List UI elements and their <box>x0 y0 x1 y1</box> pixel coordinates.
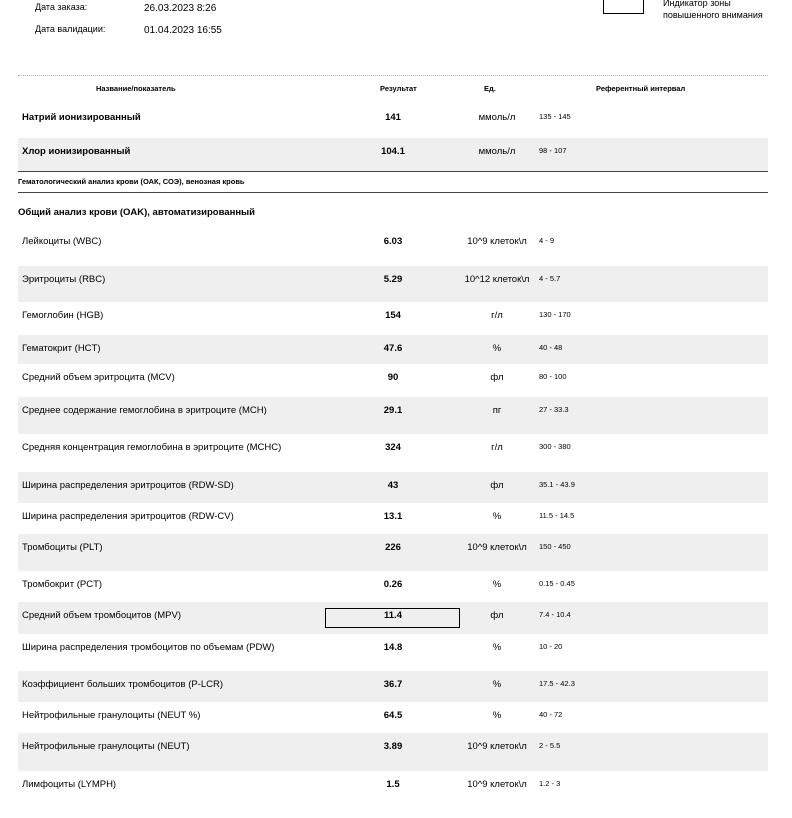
table-row <box>18 228 768 266</box>
test-unit: г/л <box>491 442 503 453</box>
table-row <box>18 771 768 811</box>
validation-date-label: Дата валидации: <box>35 24 106 34</box>
test-unit: % <box>492 679 502 690</box>
test-result: 13.1 <box>383 511 403 522</box>
test-reference-range: 130 - 170 <box>539 310 571 319</box>
test-name: Тромбоциты (PLT) <box>22 542 103 553</box>
test-reference-range: 1.2 - 3 <box>539 779 561 788</box>
test-reference-range: 7.4 - 10.4 <box>539 610 571 619</box>
test-result: 6.03 <box>383 236 403 247</box>
table-header <box>18 84 768 98</box>
attention-indicator-legend <box>663 0 783 21</box>
test-result: 64.5 <box>383 710 403 721</box>
test-name: Эритроциты (RBC) <box>22 274 106 285</box>
test-unit: ммоль/л <box>478 146 516 157</box>
section-divider <box>18 171 768 172</box>
table-row <box>18 534 768 571</box>
attention-highlight-box <box>325 608 460 628</box>
test-unit: % <box>492 343 502 354</box>
table-row <box>18 472 768 503</box>
test-result: 154 <box>385 310 401 321</box>
test-unit: % <box>492 511 502 522</box>
subsection-title: Общий анализ крови (OAK), автоматизированный <box>18 207 256 218</box>
test-reference-range: 80 - 100 <box>539 372 567 381</box>
test-name: Коэффициент больших тромбоцитов (P-LCR) <box>22 679 224 690</box>
test-result: 29.1 <box>383 405 403 416</box>
test-unit: пг <box>492 405 502 416</box>
test-name: Ширина распределения эритроцитов (RDW-CV) <box>22 511 234 522</box>
test-name: Средний объем тромбоцитов (MPV) <box>22 610 182 621</box>
test-unit: % <box>492 710 502 721</box>
table-row <box>18 671 768 702</box>
test-name: Лейкоциты (WBC) <box>22 236 102 247</box>
header-ref: Референтный интервал <box>596 84 686 93</box>
table-row <box>18 397 768 434</box>
test-reference-range: 40 - 48 <box>539 343 563 352</box>
test-result: 11.4 <box>384 610 402 621</box>
test-reference-range: 4 - 5.7 <box>539 274 561 283</box>
test-name: Гематокрит (HCT) <box>22 343 101 354</box>
test-name: Средний объем эритроцита (MCV) <box>22 372 175 383</box>
table-row <box>18 302 768 335</box>
header-divider <box>18 75 768 76</box>
test-reference-range: 300 - 380 <box>539 442 571 451</box>
test-result: 3.89 <box>383 741 403 752</box>
header-unit: Ед. <box>484 84 496 93</box>
indicator-line-1: Индикатор зоны <box>663 0 731 8</box>
order-date-label: Дата заказа: <box>35 2 88 12</box>
test-result: 14.8 <box>383 642 403 653</box>
test-reference-range: 2 - 5.5 <box>539 741 561 750</box>
test-unit: 10^12 клеток\л <box>464 274 530 285</box>
table-row <box>18 266 768 302</box>
test-result: 90 <box>387 372 399 383</box>
test-result: 104.1 <box>381 146 405 157</box>
test-reference-range: 150 - 450 <box>539 542 571 551</box>
section-title: Гематологический анализ крови (ОАК, СОЭ), венозная кровь <box>18 177 245 186</box>
test-name: Натрий ионизированный <box>22 112 141 123</box>
test-unit: фл <box>490 372 504 383</box>
test-reference-range: 40 - 72 <box>539 710 563 719</box>
test-reference-range: 98 - 107 <box>539 146 567 155</box>
test-unit: 10^9 клеток\л <box>467 542 527 553</box>
test-reference-range: 0.15 - 0.45 <box>539 579 575 588</box>
test-result: 43 <box>387 480 399 491</box>
test-reference-range: 135 - 145 <box>539 112 571 121</box>
test-unit: % <box>492 642 502 653</box>
test-name: Среднее содержание гемоглобина в эритроците (MCH) <box>22 405 267 416</box>
table-row <box>18 733 768 771</box>
table-row <box>18 571 768 602</box>
test-reference-range: 4 - 9 <box>539 236 555 245</box>
test-unit: ммоль/л <box>478 112 516 123</box>
test-result: 47.6 <box>383 343 403 354</box>
test-result: 226 <box>385 542 401 553</box>
validation-date-value: 01.04.2023 16:55 <box>144 25 222 36</box>
table-row <box>18 138 768 171</box>
test-result: 5.29 <box>383 274 403 285</box>
test-name: Лимфоциты (LYMPH) <box>22 779 117 790</box>
test-unit: 10^9 клеток\л <box>467 741 527 752</box>
order-date-value: 26.03.2023 8:26 <box>144 3 217 14</box>
test-name: Нейтрофильные гранулоциты (NEUT) <box>22 741 190 752</box>
test-name: Нейтрофильные гранулоциты (NEUT %) <box>22 710 201 721</box>
attention-indicator-box <box>603 0 644 14</box>
test-unit: % <box>492 579 502 590</box>
test-name: Хлор ионизированный <box>22 146 131 157</box>
indicator-line-2: повышенного внимания <box>663 10 763 20</box>
test-result: 36.7 <box>383 679 403 690</box>
table-row <box>18 364 768 397</box>
table-row <box>18 634 768 671</box>
test-reference-range: 11.5 - 14.5 <box>539 511 575 520</box>
section-divider-bottom <box>18 192 768 193</box>
test-result: 141 <box>385 112 401 123</box>
test-unit: 10^9 клеток\л <box>467 236 527 247</box>
header-name: Название/показатель <box>96 84 176 93</box>
test-name: Тромбокрит (PCT) <box>22 579 103 590</box>
table-row <box>18 503 768 534</box>
test-name: Ширина распределения эритроцитов (RDW-SD) <box>22 480 234 491</box>
test-reference-range: 35.1 - 43.9 <box>539 480 575 489</box>
test-unit: г/л <box>491 310 503 321</box>
test-unit: фл <box>490 610 504 621</box>
table-row <box>18 434 768 472</box>
test-name: Средняя концентрация гемоглобина в эритроците (MCHC) <box>22 442 282 453</box>
header-result: Результат <box>380 84 417 93</box>
test-reference-range: 27 - 33.3 <box>539 405 569 414</box>
table-row <box>18 702 768 733</box>
test-reference-range: 17.5 - 42.3 <box>539 679 575 688</box>
test-unit: 10^9 клеток\л <box>467 779 527 790</box>
test-reference-range: 10 - 20 <box>539 642 563 651</box>
test-result: 1.5 <box>386 779 400 790</box>
test-result: 0.26 <box>383 579 403 590</box>
test-name: Ширина распределения тромбоцитов по объемам (PDW) <box>22 642 275 653</box>
test-name: Гемоглобин (HGB) <box>22 310 104 321</box>
test-result: 324 <box>385 442 401 453</box>
test-unit: фл <box>490 480 504 491</box>
table-row <box>18 104 768 138</box>
table-row <box>18 335 768 364</box>
